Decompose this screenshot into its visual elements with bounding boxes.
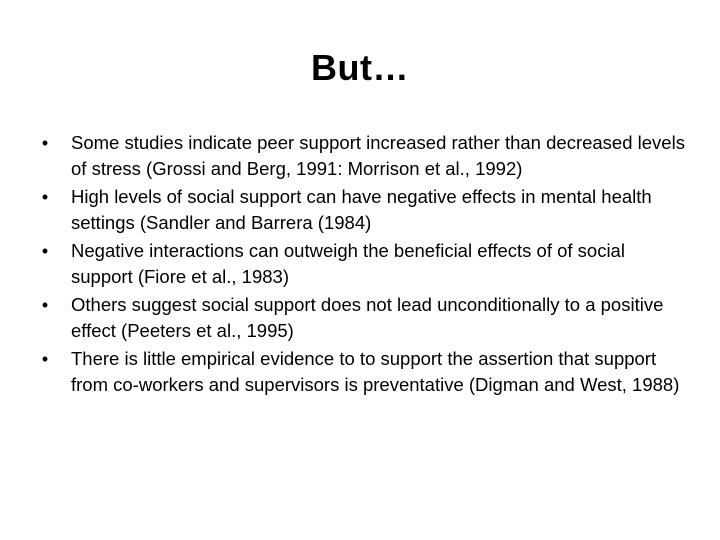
bullet-text: Negative interactions can outweigh the beneficial effects of of social support (Fiore et al., 1983) (71, 240, 625, 287)
bullet-item (36, 238, 686, 290)
bullet-item (36, 292, 686, 344)
bullet-text: Some studies indicate peer support increased rather than decreased levels of stress (Grossi and Berg, 1991: Morrison et al., 1992) (71, 132, 685, 179)
bullet-text: Others suggest social support does not lead unconditionally to a positive effect (Peeters et al., 1995) (71, 294, 664, 341)
slide-title: But… (311, 47, 409, 88)
bullet-list (36, 130, 686, 400)
bullet-icon: • (41, 187, 49, 207)
bullet-item (36, 346, 686, 398)
bullet-icon: • (41, 241, 49, 261)
bullet-icon: • (41, 133, 49, 153)
bullet-item (36, 130, 686, 182)
bullet-text: High levels of social support can have negative effects in mental health settings (Sandler and Barrera (1984) (71, 186, 652, 233)
bullet-icon: • (41, 349, 49, 369)
bullet-icon: • (41, 295, 49, 315)
bullet-item (36, 184, 686, 236)
bullet-text: There is little empirical evidence to to support the assertion that support from co-workers and supervisors is preventative (Digman and West, 1988) (71, 348, 680, 395)
